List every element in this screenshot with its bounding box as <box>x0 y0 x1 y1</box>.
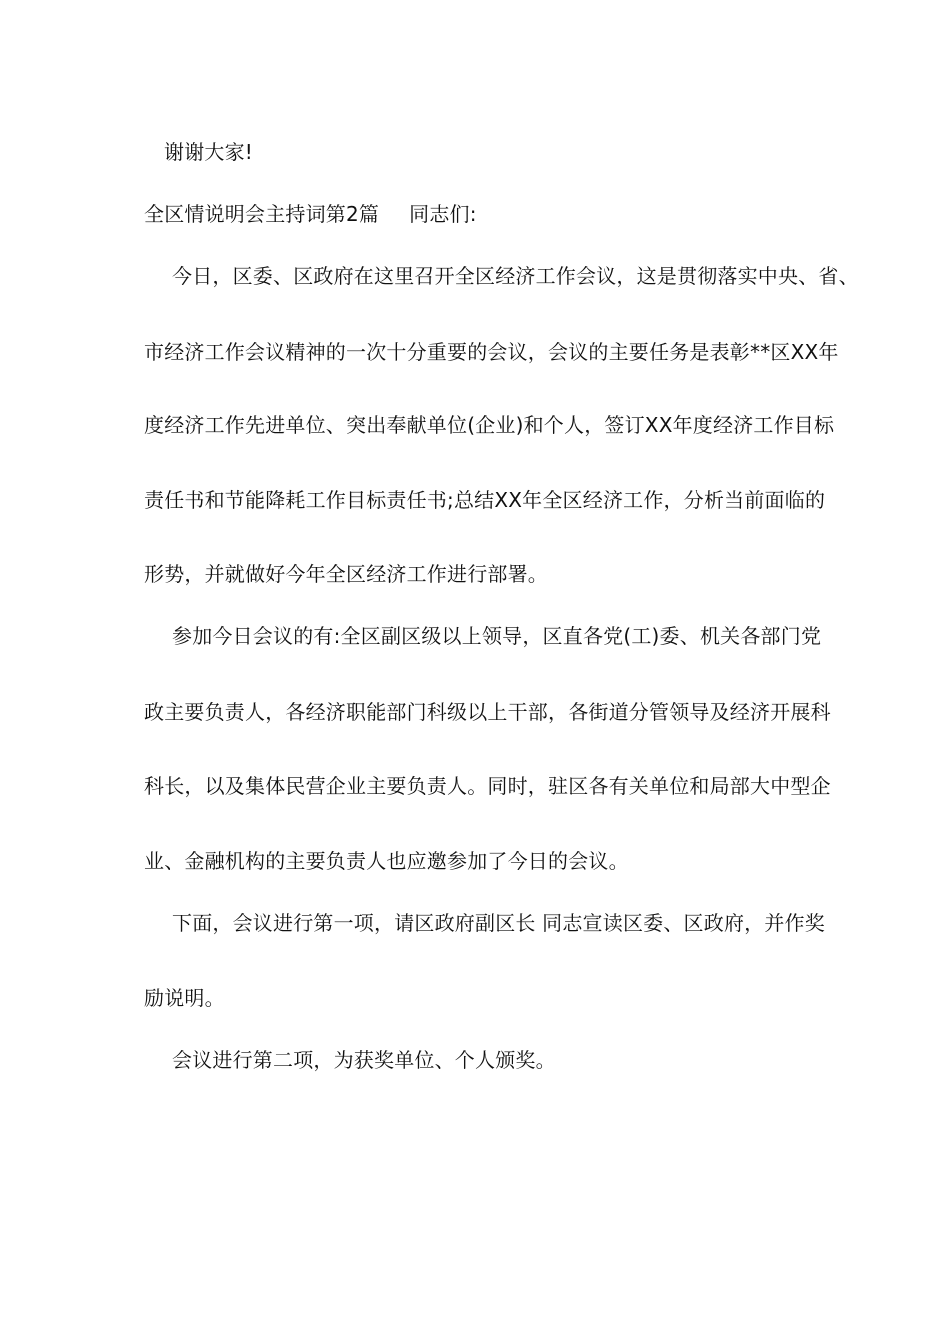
heading-line <box>144 202 477 226</box>
article-title: 全区情说明会主持词第2篇 <box>144 202 380 226</box>
paragraph-line: 政主要负责人，各经济职能部门科级以上干部，各街道分管领导及经济开展科 <box>144 700 831 724</box>
paragraph-line: 会议进行第二项，为获奖单位、个人颁奖。 <box>172 1048 556 1072</box>
paragraph-line: 市经济工作会议精神的一次十分重要的会议，会议的主要任务是表彰**区XX年 <box>144 340 839 364</box>
paragraph-line: 下面，会议进行第一项，请区政府副区长 同志宣读区委、区政府，并作奖 <box>172 911 825 935</box>
paragraph-line: 形势，并就做好今年全区经济工作进行部署。 <box>144 562 548 586</box>
paragraph-line: 度经济工作先进单位、突出奉献单位(企业)和个人，签订XX年度经济工作目标 <box>144 413 835 437</box>
paragraph-line: 科长，以及集体民营企业主要负责人。同时，驻区各有关单位和局部大中型企 <box>144 774 831 798</box>
paragraph-line: 今日，区委、区政府在这里召开全区经济工作会议，这是贯彻落实中央、省、 <box>172 264 859 288</box>
paragraph-line: 参加今日会议的有:全区副区级以上领导，区直各党(工)委、机关各部门党 <box>172 624 822 648</box>
closing-line: 谢谢大家! <box>164 140 254 164</box>
salutation: 同志们: <box>409 202 477 226</box>
paragraph-line: 励说明。 <box>144 986 225 1010</box>
paragraph-line: 业、金融机构的主要负责人也应邀参加了今日的会议。 <box>144 849 629 873</box>
paragraph-line: 责任书和节能降耗工作目标责任书;总结XX年全区经济工作，分析当前面临的 <box>144 488 826 512</box>
